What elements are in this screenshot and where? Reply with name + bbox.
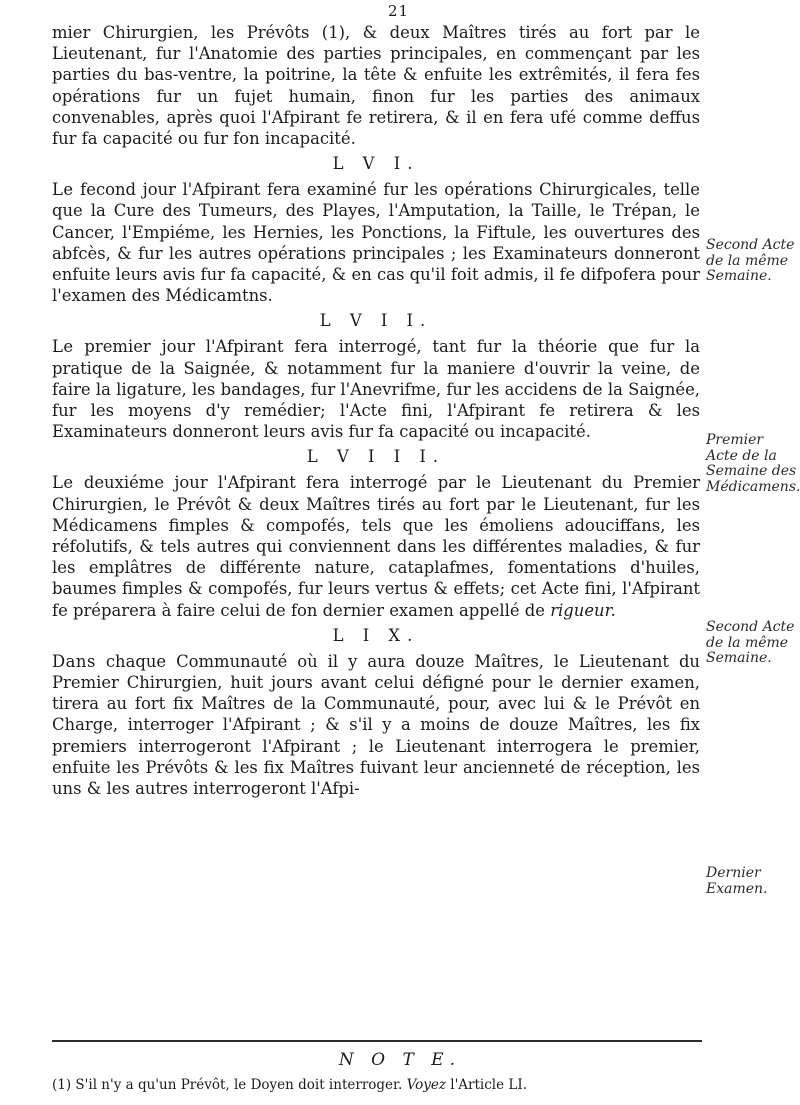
paragraph-lead: Le (52, 473, 74, 493)
paragraph-body: premier jour l'Afpirant fera interrogé, tant fur la théorie que fur la pratique de la Saignée, & notamment fur la maniere d'ouvrir la veine, de faire la ligature, les bandages, fur l'Anevrifme, fur les accidens de la Saignée, fur les moyens d'y remédier; l'Acte fini, l'Afpirant fe retirera & les Examinateurs donneront leurs avis fur fa capacité ou incapacité. (52, 337, 700, 442)
footnote-divider (52, 1040, 702, 1042)
article-heading-58: L V I I I. (306, 447, 446, 467)
footnote-italic: Voyez (406, 1077, 446, 1093)
paragraph-italic-tail: rigueur. (550, 600, 616, 620)
margin-note-premier-acte: Premier Acte de la Semaine des Médicamens. (706, 432, 800, 495)
article-heading-57: L V I I. (319, 311, 433, 331)
paragraph-article-58 (52, 472, 700, 620)
paragraph-body: chaque Communauté où il y aura douze Maîtres, le Lieutenant du Premier Chirurgien, huit jours avant celui défigné pour le dernier examen, tirera au fort fix Maîtres de la Communauté, pour, avec lui & le Prévôt en Charge, interroger l'Afpirant ; & s'il y a moins de douze Maîtres, les fix premiers interrogeront l'Afpirant ; le Lieutenant interrogera le premier, enfuite les Prévôts & les fix Maîtres fuivant leur ancienneté de réception, les uns & les autres interrogeront l'Afpi- (52, 651, 700, 799)
paragraph-lead: Dans (52, 651, 96, 671)
article-heading-56: L V I. (332, 154, 420, 174)
footnote-tail: l'Article LI. (445, 1077, 527, 1093)
margin-note-second-acte-medicamens: Second Acte de la même Semaine. (706, 619, 795, 666)
paragraph-continuation: mier Chirurgien, les Prévôts (1), & deux Maîtres tirés au fort par le Lieutenant, fur l'Anatomie des parties principales, en commençant par les parties du bas-ventre, la poitrine, la tête & enfuite les extrêmités, il fera fes opérations fur un fujet humain, finon fur les parties des animaux convenables, après quoi l'Afpirant fe retirera, & il en fera ufé comme deffus fur fa capacité ou fur fon incapacité. (52, 23, 700, 149)
paragraph-article-57 (52, 336, 700, 442)
page-number: 21 (388, 2, 410, 20)
footnote-text: (1) S'il n'y a qu'un Prévôt, le Doyen doit interroger. (52, 1077, 407, 1093)
margin-note-second-acte: Second Acte de la même Semaine. (706, 237, 795, 284)
note-title: N O T E. (338, 1050, 462, 1070)
article-heading-59: L I X. (332, 625, 420, 645)
main-text (52, 22, 700, 799)
paragraph-article-56 (52, 179, 700, 306)
paragraph-lead: Le (52, 337, 74, 357)
paragraph-lead: Le (52, 180, 74, 200)
paragraph-body: fecond jour l'Afpirant fera examiné fur les opérations Chirurgicales, telle que la Cure des Tumeurs, des Playes, l'Amputation, la Taille, le Trépan, le Cancer, l'Empiéme, les Hernies, les Ponctions, la Fiftule, les ouvertures des abfcès, & fur les autres opérations principales ; les Examinateurs donneront enfuite leurs avis fur fa capacité, & en cas qu'il foit admis, il fe difpofera pour l'examen des Médicamtns. (52, 180, 700, 306)
footnote (52, 1076, 702, 1094)
paragraph-body: deuxiéme jour l'Afpirant fera interrogé par le Lieutenant du Premier Chirurgien, le Prévôt & deux Maîtres tirés au fort par le Lieutenant, fur les Médicamens fimples & compofés, tels que les émoliens adouciffans, les réfolutifs, & tels autres qui conviennent dans les différentes maladies, & fur les emplâtres de différente nature, cataplafmes, fomentations d'huiles, baumes fimples & compofés, fur leurs vertus & effets; cet Acte fini, l'Afpirant fe préparera à faire celui de fon dernier examen appellé de (52, 473, 700, 620)
margin-note-dernier-examen: Dernier Examen. (706, 865, 768, 897)
paragraph-article-59 (52, 651, 700, 799)
